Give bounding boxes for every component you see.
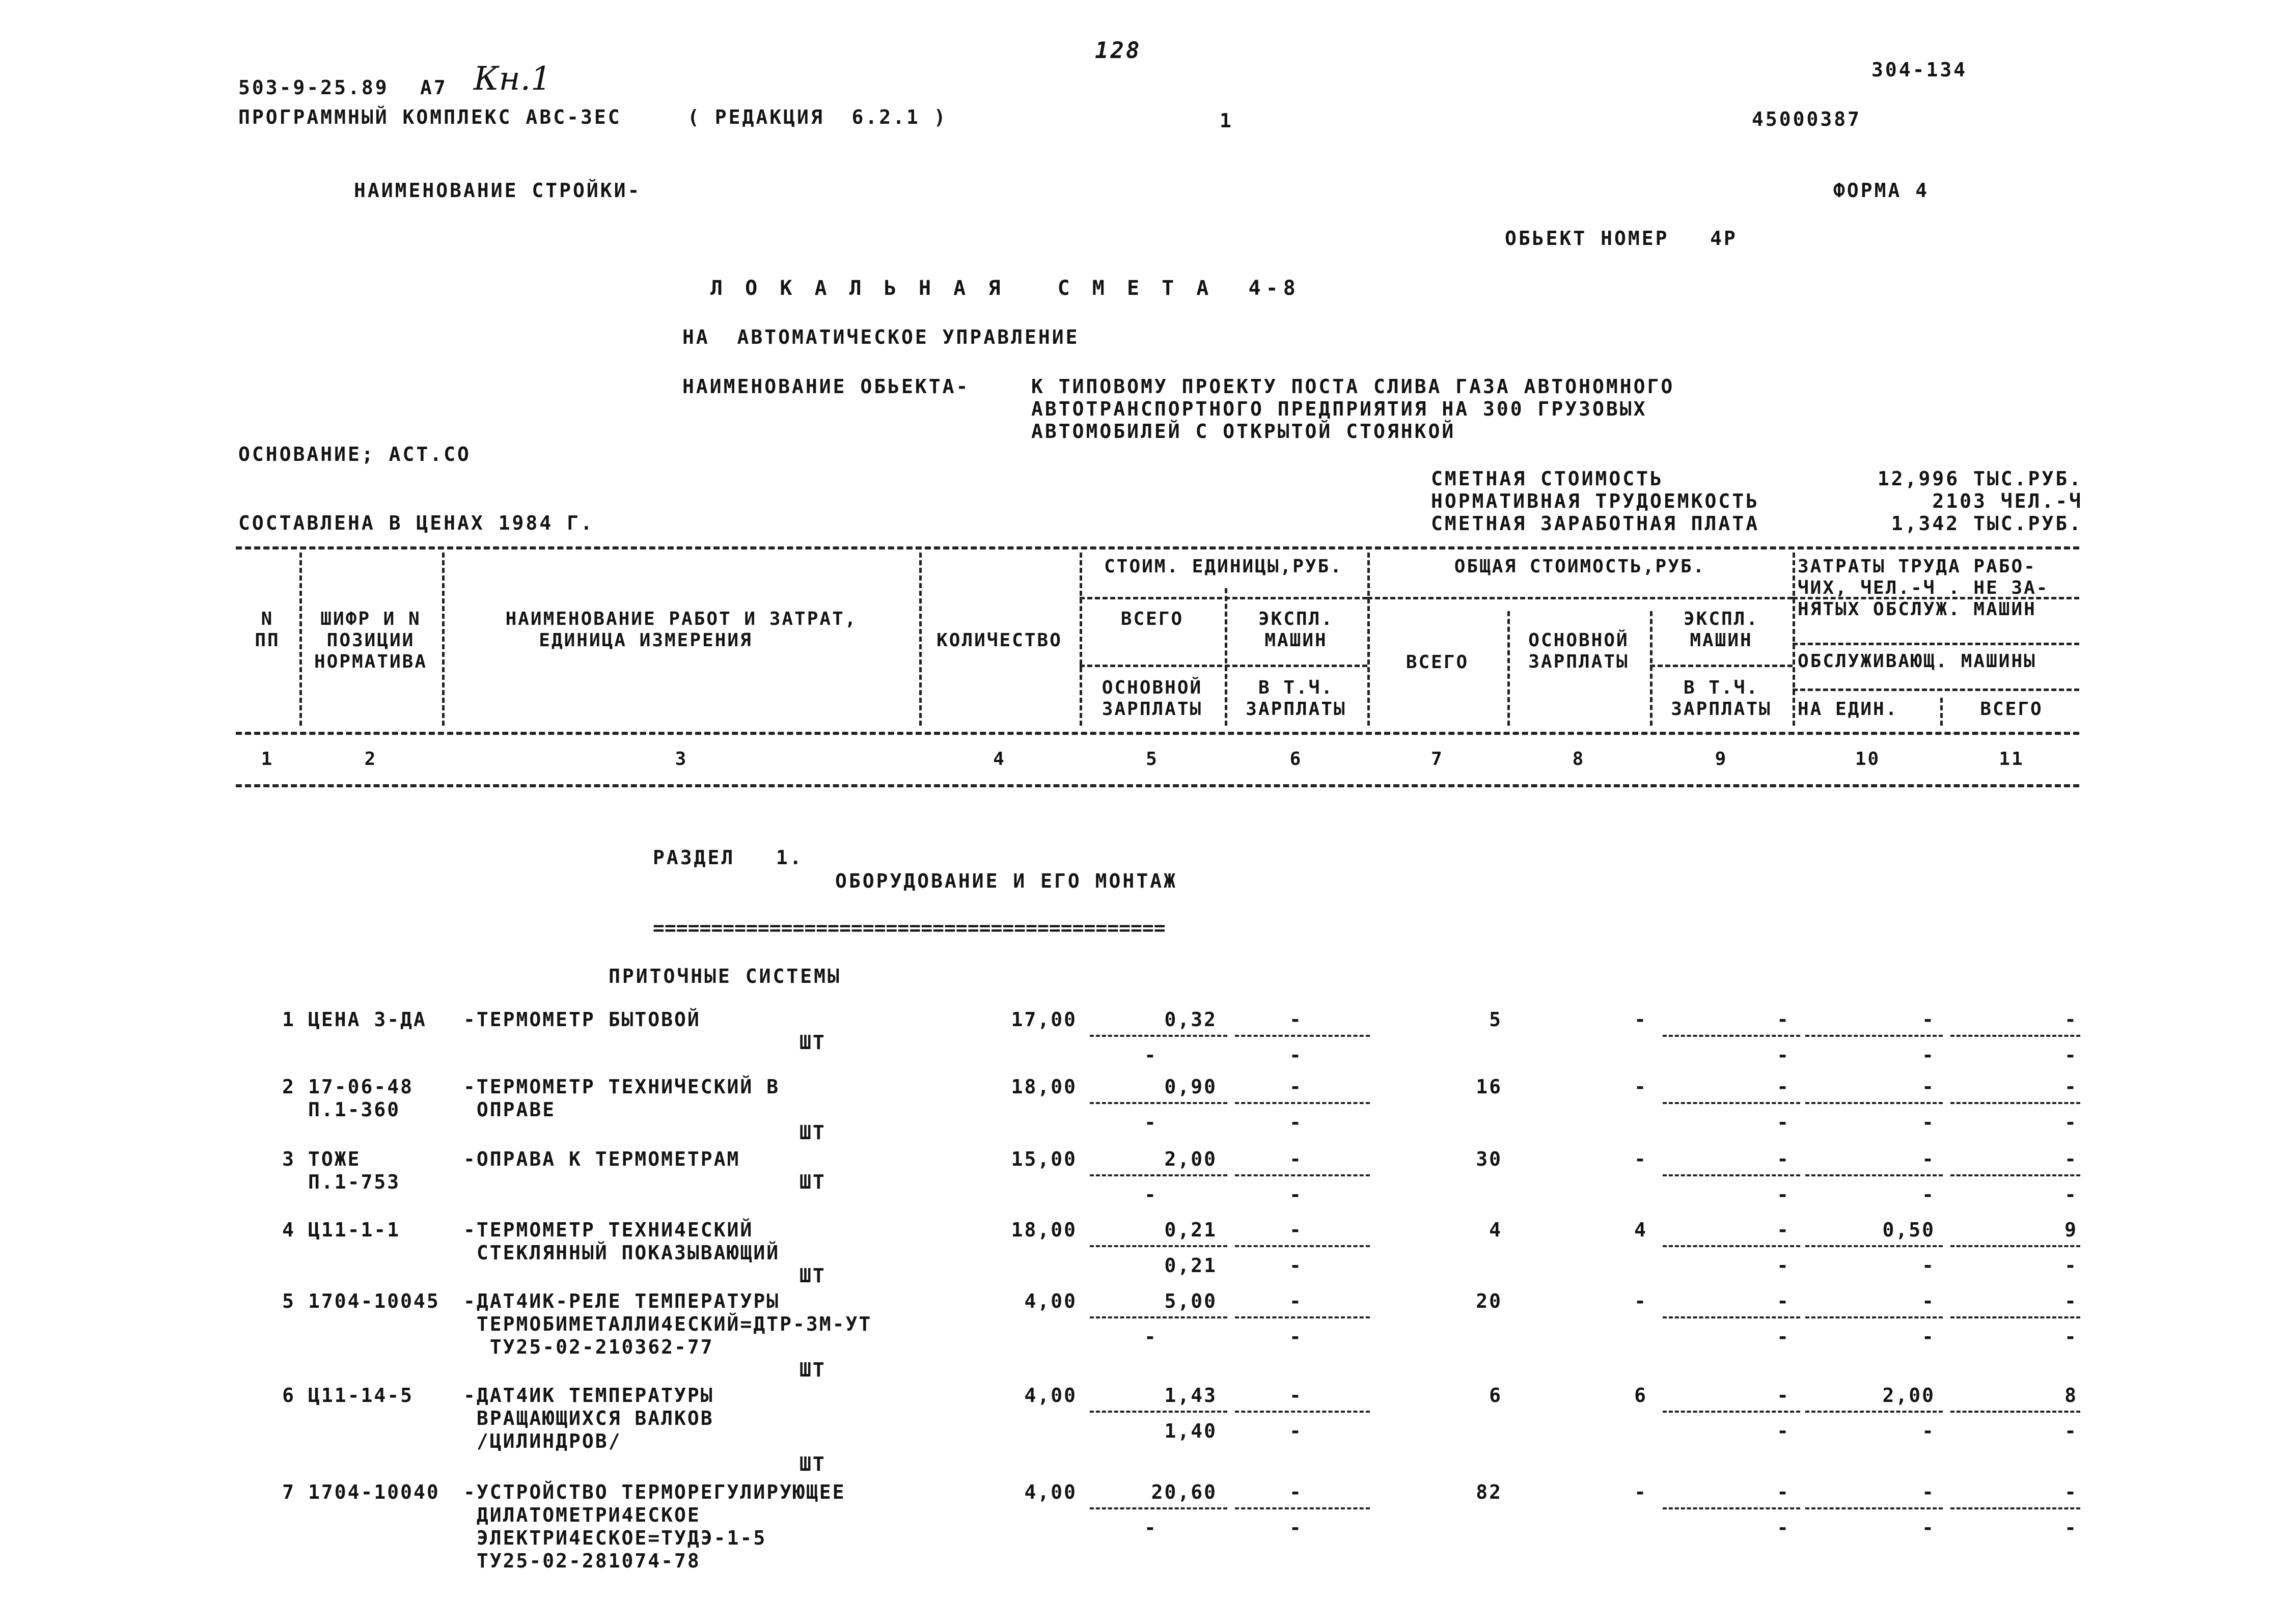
row-unit-total: 0,90 (1164, 1076, 1217, 1098)
row-unit-base-wage: - (1144, 1183, 1158, 1206)
row-number: 1 (282, 1008, 295, 1031)
row-labor-per-unit: 0,50 (1882, 1219, 1935, 1241)
row-unit: ШТ (800, 1359, 826, 1381)
row-quantity: 18,00 (1011, 1076, 1077, 1098)
cell-underline (1663, 1174, 1800, 1176)
row-total-incl-wage: - (1777, 1044, 1790, 1066)
row-labor-service-per-unit: - (1922, 1111, 1935, 1134)
col-header-total-machines-1: ЭКСПЛ. (1683, 609, 1759, 629)
row-total-all: 82 (1476, 1481, 1502, 1503)
row-labor-total: 9 (2064, 1219, 2078, 1241)
row-total-base-wage: - (1634, 1481, 1647, 1503)
right-doc-code: 304-134 (1871, 59, 1968, 81)
row-labor-total: - (2064, 1076, 2078, 1098)
section-double-rule: ============================================ (653, 917, 1166, 939)
summary-value-labor: 2103 ЧЕЛ.-Ч (1932, 490, 2083, 512)
row-unit-total: 1,43 (1164, 1384, 1217, 1407)
row-unit: ШТ (800, 1264, 826, 1287)
row-unit-machines: - (1289, 1219, 1303, 1241)
cell-underline (1950, 1316, 2080, 1318)
row-total-base-wage: - (1634, 1008, 1647, 1031)
row-labor-service-total: - (2064, 1044, 2078, 1066)
col-number: 8 (1572, 749, 1585, 769)
summary-value-cost: 12,996 ТЫС.РУБ. (1877, 467, 2083, 490)
col-number: 9 (1715, 749, 1728, 769)
row-total-base-wage: 6 (1634, 1384, 1647, 1407)
row-total-machines: - (1777, 1148, 1790, 1170)
row-unit-machines: - (1289, 1076, 1303, 1098)
cell-underline (1090, 1507, 1227, 1509)
col-header-labor-2: ЧИХ, ЧЕЛ.-Ч . НЕ ЗА- (1798, 577, 2049, 598)
album-code: А7 (420, 76, 448, 99)
col-header-name-1: НАИМЕНОВАНИЕ РАБОТ И ЗАТРАТ, (505, 609, 858, 629)
cell-underline (1090, 1245, 1227, 1247)
object-name-line-2: АВТОТРАНСПОРТНОГО ПРЕДПРИЯТИЯ НА 300 ГРУЗОВЫХ (1031, 398, 1647, 420)
col-separator (299, 553, 302, 726)
cell-underline (1090, 1102, 1227, 1104)
row-name: ТУ25-02-210362-77 (463, 1336, 714, 1358)
cell-underline (1090, 1316, 1227, 1318)
row-labor-service-per-unit: - (1922, 1044, 1935, 1066)
row-labor-per-unit: - (1922, 1008, 1935, 1031)
col-header-unit-incl-wage-1: В Т.Ч. (1258, 677, 1334, 698)
row-unit-base-wage: - (1144, 1111, 1158, 1134)
row-code: 1704-10040 (308, 1481, 440, 1503)
row-unit-base-wage: 0,21 (1164, 1254, 1217, 1277)
row-name: /ЦИЛИНДРОВ/ (463, 1430, 622, 1452)
row-unit: ШТ (800, 1121, 826, 1144)
form-label: ФОРМА 4 (1833, 179, 1930, 202)
row-labor-per-unit: - (1922, 1148, 1935, 1170)
page-number: 128 (1095, 38, 1142, 64)
cell-underline (1805, 1035, 1943, 1037)
col-number: 5 (1146, 749, 1159, 769)
row-total-base-wage: - (1634, 1148, 1647, 1170)
cell-underline (1235, 1411, 1370, 1413)
row-quantity: 4,00 (1024, 1384, 1077, 1407)
row-total-base-wage: - (1634, 1290, 1647, 1312)
row-total-incl-wage: - (1777, 1254, 1790, 1277)
row-unit-base-wage: - (1144, 1517, 1158, 1539)
header-subrule (1793, 689, 2079, 691)
summary-label-labor: НОРМАТИВНАЯ ТРУДОЕМКОСТЬ (1431, 490, 1760, 512)
row-name: ЭЛЕКТРИ4ЕСКОЕ=ТУДЭ-1-5 (463, 1527, 767, 1549)
row-labor-service-total: - (2064, 1254, 2078, 1277)
row-code: 17-06-48 (308, 1076, 414, 1098)
row-name: -ТЕРМОМЕТР ТЕХНИ4ЕСКИЙ (463, 1219, 754, 1241)
col-header-unit-base-wage-2: ЗАРПЛАТЫ (1101, 699, 1203, 720)
row-unit-base-wage: - (1144, 1044, 1158, 1066)
row-labor-per-unit: - (1922, 1481, 1935, 1503)
col-header-total-incl-wage-2: ЗАРПЛАТЫ (1671, 699, 1772, 720)
cell-underline (1663, 1316, 1800, 1318)
row-number: 4 (282, 1219, 295, 1241)
col-header-unit-machines-1: ЭКСПЛ. (1258, 609, 1334, 629)
col-header-total-incl-wage-1: В Т.Ч. (1683, 677, 1759, 698)
col-header-n: N (261, 609, 274, 629)
row-total-machines: - (1777, 1219, 1790, 1241)
col-number: 4 (993, 749, 1006, 769)
table-numbers-rule (236, 784, 2079, 787)
row-labor-service-total: - (2064, 1326, 2078, 1348)
cell-underline (1235, 1174, 1370, 1176)
row-quantity: 4,00 (1024, 1481, 1077, 1503)
summary-value-wage: 1,342 ТЫС.РУБ. (1891, 512, 2083, 535)
row-unit-machines: - (1289, 1481, 1303, 1503)
row-name: -УСТРОЙСТВО ТЕРМОРЕГУЛИРУЮЩЕЕ (463, 1481, 846, 1503)
cell-underline (1805, 1507, 1943, 1509)
row-name: ДИЛАТОМЕТРИ4ЕСКОЕ (463, 1504, 701, 1526)
row-total-incl-wage: - (1777, 1517, 1790, 1539)
row-labor-total: 8 (2064, 1384, 2078, 1407)
cell-underline (1805, 1102, 1943, 1104)
header-subrule (1080, 665, 1367, 667)
handwritten-book-number: Кн.1 (474, 60, 552, 98)
row-name: ТУ25-02-281074-78 (463, 1550, 701, 1572)
cell-underline (1235, 1035, 1370, 1037)
row-quantity: 15,00 (1011, 1148, 1077, 1170)
row-labor-service-per-unit: - (1922, 1183, 1935, 1206)
row-labor-service-total: - (2064, 1111, 2078, 1134)
row-unit-machines: - (1289, 1008, 1303, 1031)
row-name: -ТЕРМОМЕТР ТЕХНИЧЕСКИЙ В (463, 1076, 780, 1098)
row-unit-machines: - (1289, 1148, 1303, 1170)
cell-underline (1090, 1411, 1227, 1413)
object-name-line-3: АВТОМОБИЛЕЙ С ОТКРЫТОЙ СТОЯНКОЙ (1031, 420, 1456, 443)
col-header-unit-cost: СТОИМ. ЕДИНИЦЫ,РУБ. (1104, 556, 1343, 577)
object-number: ОБЬЕКТ НОМЕР 4Р (1505, 227, 1738, 250)
row-quantity: 17,00 (1011, 1008, 1077, 1031)
row-name: -ДАТ4ИК ТЕМПЕРАТУРЫ (463, 1384, 714, 1407)
col-header-unit-base-wage-1: ОСНОВНОЙ (1101, 677, 1203, 698)
col-header-total-base-wage-2: ЗАРПЛАТЫ (1528, 651, 1629, 672)
col-header-total-cost: ОБЩАЯ СТОИМОСТЬ,РУБ. (1454, 556, 1706, 577)
row-labor-total: - (2064, 1481, 2078, 1503)
row-unit-incl-wage: - (1289, 1183, 1303, 1206)
row-labor-per-unit: 2,00 (1882, 1384, 1935, 1407)
edition-line: ( РЕДАКЦИЯ 6.2.1 ) (687, 106, 948, 128)
row-unit-incl-wage: - (1289, 1420, 1303, 1442)
row-name: ОПРАВЕ (463, 1098, 556, 1121)
row-code: Ц11-1-1 (308, 1219, 401, 1241)
col-header-total-base-wage-1: ОСНОВНОЙ (1528, 630, 1629, 651)
row-labor-service-total: - (2064, 1420, 2078, 1442)
row-labor-service-total: - (2064, 1517, 2078, 1539)
header-subrule (1793, 643, 2079, 645)
row-number: 6 (282, 1384, 295, 1407)
row-name: ВРАЩАЮЩИХСЯ ВАЛКОВ (463, 1407, 714, 1429)
row-unit-total: 0,32 (1164, 1008, 1217, 1031)
row-labor-service-per-unit: - (1922, 1517, 1935, 1539)
col-separator (1793, 553, 1795, 726)
row-labor-service-per-unit: - (1922, 1420, 1935, 1442)
row-labor-total: - (2064, 1148, 2078, 1170)
doc-code: 503-9-25.89 (238, 76, 389, 99)
cell-underline (1235, 1316, 1370, 1318)
col-header-unit-incl-wage-2: ЗАРПЛАТЫ (1246, 699, 1346, 720)
cell-underline (1663, 1411, 1800, 1413)
row-unit: ШТ (800, 1031, 826, 1054)
row-unit-total: 2,00 (1164, 1148, 1217, 1170)
cell-underline (1950, 1245, 2080, 1247)
row-total-incl-wage: - (1777, 1111, 1790, 1134)
row-unit-incl-wage: - (1289, 1254, 1303, 1277)
row-unit-incl-wage: - (1289, 1044, 1303, 1066)
row-total-base-wage: - (1634, 1076, 1647, 1098)
col-header-labor-service: ОБСЛУЖИВАЮЩ. МАШИНЫ (1798, 651, 2036, 672)
row-labor-service-total: - (2064, 1183, 2078, 1206)
cell-underline (1090, 1174, 1227, 1176)
col-separator (1940, 698, 1943, 726)
header-subrule (1650, 665, 1793, 667)
header-subrule (1367, 597, 1793, 599)
col-header-code-1: ШИФР И N (320, 609, 421, 629)
cell-underline (1235, 1102, 1370, 1104)
prices-line: СОСТАВЛЕНА В ЦЕНАХ 1984 Г. (238, 512, 594, 534)
cell-underline (1805, 1411, 1943, 1413)
row-total-machines: - (1777, 1076, 1790, 1098)
col-number: 11 (1999, 749, 2024, 769)
cell-underline (1663, 1507, 1800, 1509)
row-unit-incl-wage: - (1289, 1326, 1303, 1348)
row-total-machines: - (1777, 1008, 1790, 1031)
row-code: П.1-360 (308, 1098, 401, 1121)
table-header-rule (236, 732, 2079, 735)
col-separator (442, 553, 445, 726)
row-labor-total: - (2064, 1008, 2078, 1031)
header-subrule (1080, 597, 1367, 599)
cell-underline (1805, 1316, 1943, 1318)
row-total-all: 20 (1476, 1290, 1502, 1312)
col-number: 7 (1431, 749, 1444, 769)
section-name: ОБОРУДОВАНИЕ И ЕГО МОНТАЖ (835, 870, 1177, 892)
cell-underline (1805, 1174, 1943, 1176)
row-quantity: 18,00 (1011, 1219, 1077, 1241)
cell-underline (1950, 1174, 2080, 1176)
row-unit-base-wage: 1,40 (1164, 1420, 1217, 1442)
cell-underline (1805, 1245, 1943, 1247)
row-total-incl-wage: - (1777, 1420, 1790, 1442)
table-top-rule (236, 546, 2079, 549)
row-code: ЦЕНА 3-ДА (308, 1008, 427, 1031)
row-unit-base-wage: - (1144, 1326, 1158, 1348)
cell-underline (1950, 1035, 2080, 1037)
col-header-quantity: КОЛИЧЕСТВО (937, 630, 1062, 651)
row-labor-per-unit: - (1922, 1076, 1935, 1098)
row-unit-total: 20,60 (1151, 1481, 1217, 1503)
summary-label-wage: СМЕТНАЯ ЗАРАБОТНАЯ ПЛАТА (1431, 512, 1760, 535)
cell-underline (1235, 1245, 1370, 1247)
cell-underline (1950, 1411, 2080, 1413)
row-unit-incl-wage: - (1289, 1111, 1303, 1134)
row-total-all: 6 (1489, 1384, 1502, 1407)
row-name: -ОПРАВА К ТЕРМОМЕТРАМ (463, 1148, 740, 1170)
row-name: СТЕКЛЯННЫЙ ПОКАЗЫВАЮЩИЙ (463, 1242, 780, 1264)
object-name-label: НАИМЕНОВАНИЕ ОБЬЕКТА- (682, 375, 970, 398)
row-labor-service-per-unit: - (1922, 1254, 1935, 1277)
col-header-name-2: ЕДИНИЦА ИЗМЕРЕНИЯ (539, 630, 753, 651)
row-total-all: 30 (1476, 1148, 1502, 1170)
subsection-title: ПРИТОЧНЫЕ СИСТЕМЫ (609, 965, 841, 987)
row-unit-machines: - (1289, 1384, 1303, 1407)
section-label: РАЗДЕЛ 1. (653, 846, 804, 869)
row-total-machines: - (1777, 1290, 1790, 1312)
row-total-incl-wage: - (1777, 1326, 1790, 1348)
row-code: ТОЖЕ (308, 1148, 361, 1170)
cell-underline (1090, 1035, 1227, 1037)
cell-underline (1663, 1035, 1800, 1037)
row-number: 5 (282, 1290, 295, 1312)
row-code: Ц11-14-5 (308, 1384, 414, 1407)
col-number: 1 (261, 749, 274, 769)
row-unit: ШТ (800, 1171, 826, 1193)
cell-underline (1950, 1507, 2080, 1509)
object-name-line-1: К ТИПОВОМУ ПРОЕКТУ ПОСТА СЛИВА ГАЗА АВТОНОМНОГО (1031, 375, 1675, 398)
row-name: ТЕРМОБИМЕТАЛЛИ4ЕСКИЙ=ДТР-3М-УТ (463, 1313, 872, 1335)
col-header-unit-machines-2: МАШИН (1264, 630, 1328, 651)
col-header-code-2: ПОЗИЦИИ (326, 630, 415, 651)
row-unit-total: 5,00 (1164, 1290, 1217, 1312)
construction-label: НАИМЕНОВАНИЕ СТРОЙКИ- (354, 179, 642, 202)
row-labor-total: - (2064, 1290, 2078, 1312)
row-total-incl-wage: - (1777, 1183, 1790, 1206)
col-number: 10 (1855, 749, 1881, 769)
row-name: -ТЕРМОМЕТР БЫТОВОЙ (463, 1008, 701, 1031)
col-header-unit-total: ВСЕГО (1120, 609, 1184, 629)
row-number: 7 (282, 1481, 295, 1503)
row-name: -ДАТ4ИК-РЕЛЕ ТЕМПЕРАТУРЫ (463, 1290, 780, 1312)
cell-underline (1235, 1507, 1370, 1509)
serial-number: 45000387 (1752, 108, 1862, 130)
col-header-code-3: НОРМАТИВА (314, 651, 428, 672)
cell-underline (1663, 1245, 1800, 1247)
estimate-subject: НА АВТОМАТИЧЕСКОЕ УПРАВЛЕНИЕ (682, 326, 1080, 348)
row-total-all: 5 (1489, 1008, 1502, 1031)
basis-line: ОСНОВАНИЕ; АСТ.СО (238, 443, 471, 465)
summary-label-cost: СМЕТНАЯ СТОИМОСТЬ (1431, 467, 1664, 490)
row-unit-total: 0,21 (1164, 1219, 1217, 1241)
document-title: Л О К А Л Ь Н А Я С М Е Т А 4-8 (710, 277, 1301, 300)
row-total-base-wage: 4 (1634, 1219, 1647, 1241)
col-number: 6 (1289, 749, 1303, 769)
col-header-labor-per-unit: НА ЕДИН. (1798, 699, 1898, 720)
row-labor-service-per-unit: - (1922, 1326, 1935, 1348)
row-labor-per-unit: - (1922, 1290, 1935, 1312)
row-total-all: 16 (1476, 1076, 1502, 1098)
col-header-labor-total: ВСЕГО (1980, 699, 2043, 720)
row-code: П.1-753 (308, 1171, 401, 1193)
row-number: 2 (282, 1076, 295, 1098)
row-unit: ШТ (800, 1453, 826, 1475)
cell-underline (1663, 1102, 1800, 1104)
row-unit-incl-wage: - (1289, 1517, 1303, 1539)
col-number: 2 (364, 749, 377, 769)
col-header-labor-3: НЯТЫХ ОБСЛУЖ. МАШИН (1798, 599, 2036, 620)
row-total-machines: - (1777, 1481, 1790, 1503)
col-separator (1367, 553, 1370, 726)
program-line: ПРОГРАММНЫЙ КОМПЛЕКС АВС-3ЕС (238, 106, 622, 128)
row-number: 3 (282, 1148, 295, 1170)
col-header-total-machines-2: МАШИН (1690, 630, 1753, 651)
cell-underline (1950, 1102, 2080, 1104)
row-total-machines: - (1777, 1384, 1790, 1407)
col-header-n-sub: ПП (255, 630, 280, 651)
row-quantity: 4,00 (1024, 1290, 1077, 1312)
row-total-all: 4 (1489, 1219, 1502, 1241)
col-header-labor-1: ЗАТРАТЫ ТРУДА РАБО- (1798, 556, 2036, 577)
col-header-total-all: ВСЕГО (1406, 652, 1469, 673)
row-unit-machines: - (1289, 1290, 1303, 1312)
sheet-number: 1 (1220, 109, 1233, 132)
col-number: 3 (675, 749, 688, 769)
row-code: 1704-10045 (308, 1290, 440, 1312)
